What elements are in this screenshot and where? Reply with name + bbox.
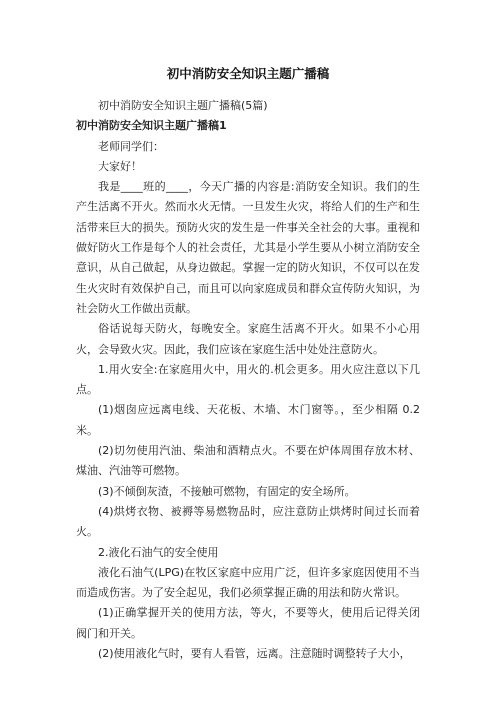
paragraph: (2)切勿使用汽油、柴油和酒精点火。不要在炉体周围存放木材、煤油、汽油等可燃物。 — [76, 444, 420, 478]
paragraph: (3)不倾倒灰渣，不接触可燃物，有固定的安全场所。 — [98, 484, 356, 498]
paragraph: 俗话说每天防火，每晚安全。家庭生活离不开火。如果不小心用火，会导致火灾。因此，我们应该在家庭生活中处处注意防火。 — [76, 322, 420, 356]
document-subtitle: 初中消防安全知识主题广播稿(5篇) — [98, 99, 268, 112]
paragraph: (4)烘烤衣物、被褥等易燃物品时，应注意防止烘烤时间过长而着火。 — [76, 504, 420, 539]
paragraph: (2)使用液化气时，要有人看管，远离。注意随时调整转子大小， — [98, 647, 411, 661]
section-heading: 初中消防安全知识主题广播稿1 — [76, 119, 227, 133]
paragraph: 2.液化石油气的安全使用 — [98, 545, 219, 559]
paragraph: 大家好！ — [98, 159, 142, 173]
paragraph: 1.用火安全:在家庭用火中，用火的.机会更多。用火应注意以下几点。 — [76, 362, 420, 397]
paragraph: (1)正确掌握开关的使用方法，等火，不要等火，使用后记得关闭阀门和开关。 — [76, 606, 420, 640]
paragraph: (1)烟囱应远离电线、天花板、木墙、木门窗等。，至少相隔 0.2米。 — [76, 403, 420, 437]
paragraph: 老师同学们： — [98, 139, 164, 153]
document-title: 初中消防安全知识主题广播稿 — [166, 66, 330, 81]
paragraph: 液化石油气(LPG)在牧区家庭中应用广泛，但许多家庭因使用不当而造成伤害。为了安全起见，我们必须掌握正确的用法和防火常识。 — [76, 565, 420, 600]
document-body — [76, 96, 420, 664]
paragraph: 我是____班的____，今天广播的内容是:消防安全知识。我们的生产生活离不开火。然而水火无情。一旦发生火灾，将给人们的生产和生活带来巨大的损失。预防火灾的发生是一件事关全社会的大事。重视和做好防火工作是每个人的社会责任，尤其是小学生要从小树立消防安全意识，从自己做起，从身边做起。掌握一定的防火知识，不仅可以在发生火灾时有效保护自己，而且可以向家庭成员和群众宣传防火知识，为社会防火工作做出贡献。 — [76, 180, 420, 315]
